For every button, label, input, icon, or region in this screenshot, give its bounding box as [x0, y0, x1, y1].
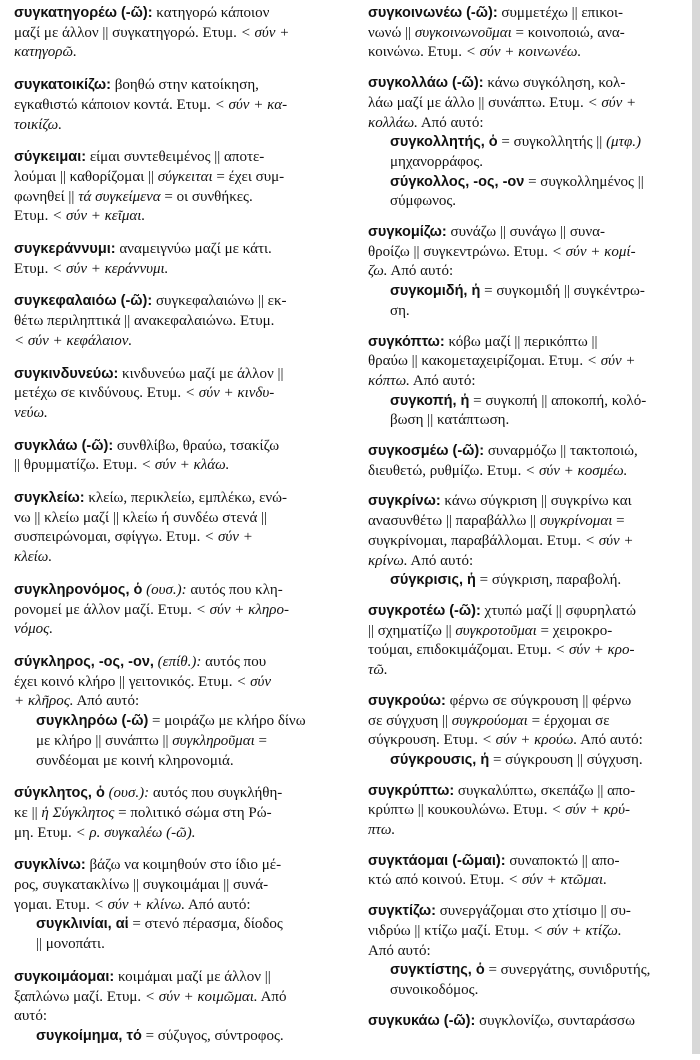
entry-line: || θρυμματίζω. Ετυμ. < σύν + κλάω.: [14, 457, 230, 474]
entry-line: κρίνω. Από αυτό:: [368, 552, 474, 569]
entry-line: θραύω || κακομεταχειρίζομαι. Ετυμ. < σύν +: [368, 353, 636, 370]
entry-line: κε || ἡ Σύγκλητος = πολιτικό σώμα στη Ρώ-: [14, 804, 272, 821]
entry-line: ξαπλώνω μαζί. Ετυμ. < σύν + κοιμῶμαι. Από: [14, 988, 287, 1005]
dictionary-entry: [14, 968, 336, 1047]
entry-line: μαζί με άλλον || συγκατηγορώ. Ετυμ. < σύν +: [14, 24, 290, 41]
entry-line: ρος, συγκατακλίνω || συγκοιμάμαι || συνά-: [14, 877, 269, 894]
entry-line: || σχηματίζω || συγκροτοῦμαι = χειροκρο-: [368, 622, 613, 639]
entry-line: λάω μαζί με άλλο || συνάπτω. Ετυμ. < σύν +: [368, 94, 637, 111]
entry-line: κρύπτω || κουκουλώνω. Ετυμ. < σύν + κρύ-: [368, 802, 630, 819]
subentry-line: σύμφωνος.: [390, 193, 457, 210]
dictionary-entry: [368, 223, 690, 322]
dictionary-entry: [14, 489, 336, 568]
subentry-line: συνοικοδόμος.: [390, 981, 479, 998]
entry-line: συγκόπτω: κόβω μαζί || περικόπτω ||: [368, 333, 598, 350]
entry-line: τούμαι, επιδοκιμάζομαι. Ετυμ. < σύν + κρο-: [368, 642, 635, 659]
subentry-line: || μονοπάτι.: [36, 936, 105, 953]
entry-line: συγκρύπτω: συγκαλύπτω, σκεπάζω || απο-: [368, 782, 636, 799]
entry-line: τῶ.: [368, 662, 388, 679]
entry-line: τοικίζω.: [14, 116, 62, 133]
dictionary-entry: [14, 292, 336, 351]
entry-line: συγκτίζω: συνεργάζομαι στο χτίσιμο || συ-: [368, 903, 631, 920]
entry-line: κολλάω. Από αυτό:: [368, 114, 484, 131]
subentry-line: συνδέομαι με κοινή κληρονομιά.: [36, 752, 234, 769]
page-edge: [692, 0, 700, 1054]
entry-line: συγκλείω: κλείω, περικλείω, εμπλέκω, ενώ-: [14, 490, 288, 507]
entry-line: συγκτάομαι (-ῶμαι): συναποκτώ || απο-: [368, 852, 620, 869]
entry-line: εγκαθιστώ κάποιον κοντά. Ετυμ. < σύν + κα-: [14, 96, 288, 113]
entry-line: συγκεφαλαιόω (-ῶ): συγκεφαλαιώνω || εκ-: [14, 293, 287, 310]
entry-line: συγκινδυνεύω: κινδυνεύω μαζί με άλλον ||: [14, 365, 284, 382]
entry-line: νεύω.: [14, 404, 48, 421]
entry-line: συγκατηγορέω (-ῶ): κατηγορώ κάποιον: [14, 5, 270, 21]
subentry-line: συγκομιδή, ἡ = συγκομιδή || συγκέντρω-: [390, 283, 645, 300]
dictionary-entry: [368, 1012, 690, 1032]
entry-line: συγκρίνομαι, παραβάλλομαι. Ετυμ. < σύν +: [368, 532, 634, 549]
entry-line: Από αυτό:: [368, 942, 431, 959]
dictionary-entry: [368, 492, 690, 591]
dictionary-entry: [368, 74, 690, 212]
entry-line: θροίζω || συγκεντρώνω. Ετυμ. < σύν + κομί-: [368, 243, 636, 260]
subentry-line: βωση || κατάπτωση.: [390, 412, 510, 429]
right-column: [368, 4, 690, 1042]
entry-line: κατηγορῶ.: [14, 44, 77, 61]
dictionary-entry: [14, 653, 336, 771]
dictionary-entry: [368, 902, 690, 1001]
entry-line: συγκλάω (-ῶ): συνθλίβω, θραύω, τσακίζω: [14, 437, 280, 454]
dictionary-entry: [368, 602, 690, 681]
entry-line: ανασυνθέτω || παραβάλλω || συγκρίνομαι =: [368, 513, 625, 530]
dictionary-entry: [368, 4, 690, 63]
entry-line: συγκρούω: φέρνω σε σύγκρουση || φέρνω: [368, 692, 632, 709]
entry-line: σύγκληρος, -ος, -ον, (επίθ.): αυτός που: [14, 653, 267, 670]
dictionary-entry: [14, 4, 336, 63]
entry-line: συγκρίνω: κάνω σύγκριση || συγκρίνω και: [368, 493, 632, 510]
entry-line: συγκοινωνέω (-ῶ): συμμετέχω || επικοι-: [368, 5, 624, 21]
entry-line: < σύν + κεφάλαιον.: [14, 332, 133, 349]
entry-line: κοινώνω. Ετυμ. < σύν + κοινωνέω.: [368, 44, 582, 61]
dictionary-entry: [368, 442, 690, 481]
entry-line: νιδρύω || κτίζω μαζί. Ετυμ. < σύν + κτίζω.: [368, 922, 622, 939]
entry-line: μετέχω σε κινδύνους. Ετυμ. < σύν + κινδυ-: [14, 385, 275, 402]
dictionary-entry: [14, 437, 336, 476]
entry-line: έχει κοινό κλήρο || γειτονικός. Ετυμ. < σύν: [14, 673, 272, 690]
entry-line: σύγκρουση. Ετυμ. < σύν + κρούω. Από αυτό:: [368, 732, 643, 749]
entry-line: κτώ από κοινού. Ετυμ. < σύν + κτῶμαι.: [368, 872, 607, 889]
entry-line: συγκομίζω: συνάζω || συνάγω || συνα-: [368, 224, 605, 241]
entry-line: φωνηθεί || τά συγκείμενα = οι συνθήκες.: [14, 188, 253, 205]
subentry-line: ση.: [390, 302, 410, 319]
entry-line: θέτω περιληπτικά || ανακεφαλαιώνω. Ετυμ.: [14, 313, 275, 330]
subentry-line: σύγκρουσις, ἡ = σύγκρουση || σύγχυση.: [390, 751, 643, 768]
dictionary-entry: [14, 784, 336, 843]
subentry-line: συγκοπή, ἡ = συγκοπή || αποκοπή, κολό-: [390, 392, 647, 409]
entry-line: συγκοσμέω (-ῶ): συναρμόζω || τακτοποιώ,: [368, 443, 638, 460]
entry-line: κόπτω. Από αυτό:: [368, 372, 476, 389]
subentry-line: συγκοίμημα, τό = σύζυγος, σύντροφος.: [36, 1027, 284, 1044]
entry-line: γομαι. Ετυμ. < σύν + κλίνω. Από αυτό:: [14, 896, 251, 913]
entry-line: πτω.: [368, 822, 396, 839]
entry-line: σύγκλητος, ὁ (ουσ.): αυτός που συγκλήθη-: [14, 785, 283, 802]
subentry-line: με κλήρο || συνάπτω || συγκληροῦμαι =: [36, 732, 267, 749]
entry-line: συσπειρώνομαι, σφίγγω. Ετυμ. < σύν +: [14, 529, 253, 546]
dictionary-entry: [14, 581, 336, 640]
subentry-line: συγκλινίαι, αἱ = στενό πέρασμα, δίοδος: [36, 916, 283, 933]
entry-line: σύγκειμαι: είμαι συντεθειμένος || αποτε-: [14, 149, 265, 166]
dictionary-entry: [14, 856, 336, 955]
entry-line: νω || κλείω μαζί || κλείω ή συνδέω στενά ||: [14, 509, 268, 526]
entry-line: ρονομεί με άλλον μαζί. Ετυμ. < σύν + κληρο-: [14, 601, 290, 618]
entry-line: Ετυμ. < σύν + κεῖμαι.: [14, 208, 146, 225]
dictionary-entry: [368, 782, 690, 841]
entry-line: νόμος.: [14, 621, 54, 638]
entry-line: συγκλίνω: βάζω να κοιμηθούν στο ίδιο μέ-: [14, 857, 282, 874]
entry-line: + κλῆρος. Από αυτό:: [14, 693, 140, 710]
entry-line: Ετυμ. < σύν + κεράννυμι.: [14, 260, 169, 277]
subentry-line: σύγκρισις, ἡ = σύγκριση, παραβολή.: [390, 572, 622, 589]
entry-line: μη. Ετυμ. < ρ. συγκαλέω (-ῶ).: [14, 824, 196, 841]
entry-line: συγκληρονόμος, ὁ (ουσ.): αυτός που κλη-: [14, 581, 283, 598]
entry-line: συγκοιμάομαι: κοιμάμαι μαζί με άλλον ||: [14, 968, 271, 985]
subentry-line: συγκολλητής, ὁ = συγκολλητής || (μτφ.): [390, 134, 641, 151]
left-column: [14, 4, 336, 1060]
subentry-line: μηχανορράφος.: [390, 153, 484, 170]
dictionary-entry: [14, 148, 336, 227]
subentry-line: συγκτίστης, ὁ = συνεργάτης, συνιδρυτής,: [390, 962, 651, 979]
dictionary-entry: [368, 333, 690, 432]
subentry-line: συγκληρόω (-ῶ) = μοιράζω με κλήρο δίνω: [36, 713, 306, 730]
dictionary-entry: [368, 852, 690, 891]
dictionary-entry: [14, 240, 336, 279]
entry-line: διευθετώ, ρυθμίζω. Ετυμ. < σύν + κοσμέω.: [368, 462, 628, 479]
entry-line: αυτό:: [14, 1008, 47, 1025]
entry-line: συγκυκάω (-ῶ): συγκλονίζω, συνταράσσω: [368, 1012, 635, 1029]
dictionary-entry: [14, 365, 336, 424]
entry-line: λούμαι || καθορίζομαι || σύγκειται = έχει συμ-: [14, 168, 285, 185]
dictionary-entry: [14, 76, 336, 135]
entry-line: συγκεράννυμι: αναμειγνύω μαζί με κάτι.: [14, 241, 272, 258]
entry-line: σε σύγχυση || συγκρούομαι = έρχομαι σε: [368, 712, 610, 729]
entry-line: κλείω.: [14, 549, 53, 566]
entry-line: συγκολλάω (-ῶ): κάνω συγκόληση, κολ-: [368, 75, 626, 92]
entry-line: ζω. Από αυτό:: [368, 263, 454, 280]
subentry-line: σύγκολλος, -ος, -ον = συγκολλημένος ||: [390, 173, 644, 190]
dictionary-entry: [368, 692, 690, 771]
entry-line: νωνώ || συγκοινωνοῦμαι = κοινοποιώ, ανα-: [368, 24, 625, 41]
entry-line: συγκροτέω (-ῶ): χτυπώ μαζί || σφυρηλατώ: [368, 602, 637, 619]
entry-line: συγκατοικίζω: βοηθώ στην κατοίκηση,: [14, 77, 259, 94]
